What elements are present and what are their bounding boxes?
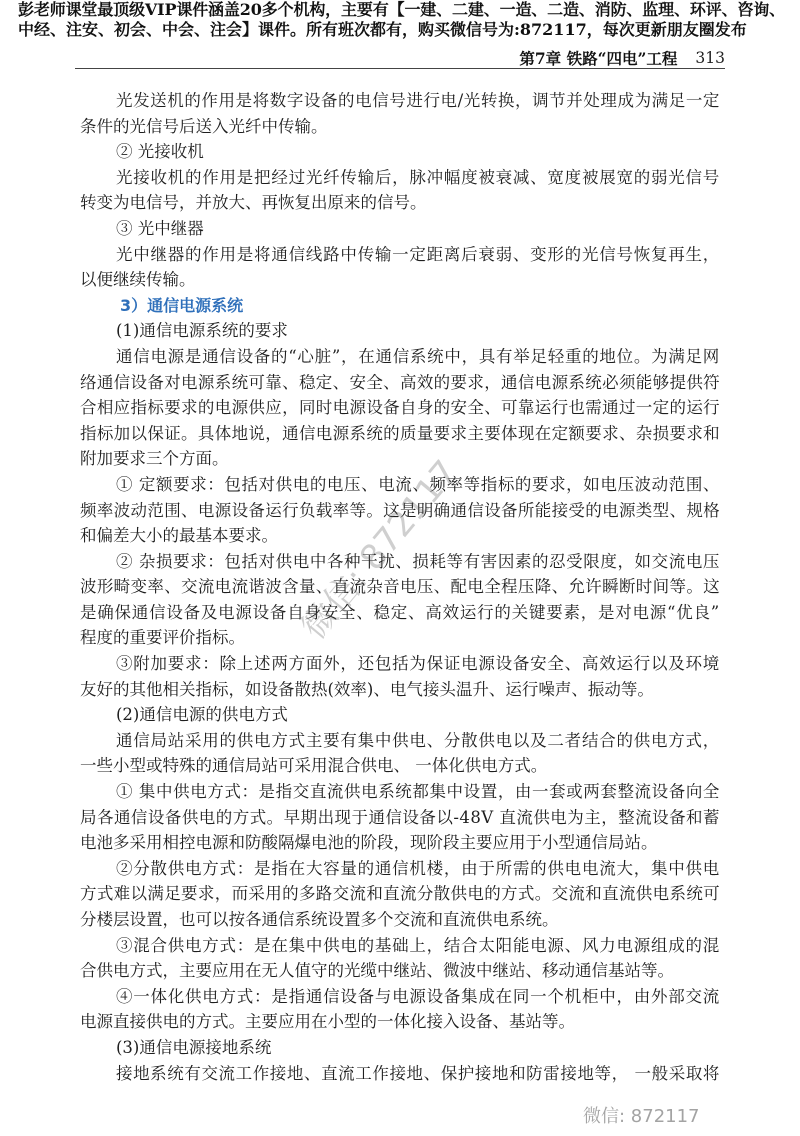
list-label (80, 216, 720, 242)
text-line: 和偏差大小的最基本要求。 (80, 526, 278, 546)
subsection-title (80, 1035, 720, 1061)
watermark-text: 微信: 872117 (293, 452, 467, 648)
text-line: 局各通信设备供电的方式。早期出现于通信设备以-48V 直流供电为主，整流设备和蓄 (80, 807, 720, 827)
page-body (80, 88, 720, 1086)
paragraph (80, 779, 720, 856)
text-line: 通信局站采用的供电方式主要有集中供电、分散供电以及二者结合的供电方式， (116, 730, 720, 750)
text-line: ③混合供电方式：是在集中供电的基础上，结合太阳能电源、风力电源组成的混 (116, 935, 720, 955)
paragraph (80, 242, 720, 293)
text-line: 转变为电信号，并放大、再恢复出原来的信号。 (80, 193, 427, 213)
text-line: 附加要求三个方面。 (80, 449, 229, 469)
text-line: ② 杂损要求：包括对供电中各种干扰、损耗等有害因素的忍受限度，如交流电压 (116, 551, 720, 571)
paragraph (80, 165, 720, 216)
paragraph (80, 1061, 720, 1087)
paragraph (80, 549, 720, 651)
subsection-title (80, 702, 720, 728)
text-line: 是确保通信设备及电源设备自身安全、稳定、高效运行的关键要素，是对电源“优良” (80, 602, 720, 622)
text-line: ① 集中供电方式：是指交直流供电系统都集中设置，由一套或两套整流设备向全 (116, 782, 720, 802)
paragraph (80, 933, 720, 984)
watermark-corner: 微信: 872117 (583, 1106, 700, 1127)
text-line: (2)通信电源的供电方式 (116, 705, 288, 725)
text-line: 3）通信电源系统 (120, 295, 244, 315)
paragraph (80, 344, 720, 472)
text-line: ① 定额要求：包括对供电的电压、电流、频率等指标的要求，如电压波动范围、 (116, 474, 720, 494)
text-line: 络通信设备对电源系统可靠、稳定、安全、高效的要求，通信电源系统必须能够提供符 (80, 372, 720, 392)
text-line: 光中继器的作用是将通信线路中传输一定距离后衰弱、变形的光信号恢复再生， (116, 244, 720, 264)
page-number: 313 (695, 49, 725, 67)
text-line: 电源直接供电的方式。主要应用在小型的一体化接入设备、基站等。 (80, 1012, 575, 1032)
text-line: 以便继续传输。 (80, 270, 196, 290)
text-line: 指标加以保证。具体地说，通信电源系统的质量要求主要体现在定额要求、杂损要求和 (80, 423, 720, 443)
text-line: 电池多采用相控电源和防酸隔爆电池的阶段，现阶段主要应用于小型通信局站。 (80, 833, 658, 853)
text-line: 频率波动范围、电源设备运行负载率等。这是明确通信设备所能接受的电源类型、规格 (80, 500, 720, 520)
text-line: 光接收机的作用是把经过光纤传输后，脉冲幅度被衰减、宽度被展宽的弱光信号 (116, 167, 720, 187)
text-line: ③附加要求：除上述两方面外，还包括为保证电源设备安全、高效运行以及环境 (116, 654, 720, 674)
paragraph (80, 88, 720, 139)
text-line: ③ 光中继器 (116, 218, 204, 238)
text-line: 分楼层设置，也可以按各通信系统设置多个交流和直流供电系统。 (80, 910, 559, 929)
list-label (80, 139, 720, 165)
text-line: (1)通信电源系统的要求 (116, 321, 288, 341)
banner-line: 中经、注安、初会、中会、注会】课件。所有班次都有，购买微信号为:872117，每次更新朋友圈发布 (18, 20, 747, 39)
text-line: (3)通信电源接地系统 (116, 1037, 272, 1057)
header-divider (75, 68, 725, 69)
section-heading (80, 293, 720, 319)
text-line: 友好的其他相关指标，如设备散热(效率)、电气接头温升、运行噪声、振动等。 (80, 679, 654, 699)
text-line: 程度的重要评价指标。 (80, 628, 245, 648)
text-line: ②分散供电方式：是指在大容量的通信机楼，由于所需的供电电流大，集中供电 (116, 858, 720, 878)
paragraph (80, 728, 720, 779)
text-line: 接地系统有交流工作接地、直流工作接地、保护接地和防雷接地等， 一般采取将 (116, 1063, 720, 1083)
text-line: ② 光接收机 (116, 142, 204, 162)
text-line: 波形畸变率、交流电流谐波含量、直流杂音电压、配电全程压降、允许瞬断时间等。这 (80, 577, 720, 597)
text-line: 合供电方式，主要应用在无人值守的光缆中继站、微波中继站、移动通信基站等。 (80, 961, 674, 981)
promo-banner (18, 0, 785, 40)
text-line: 合相应指标要求的电源供应，同时电源设备自身的安全、可靠运行也需通过一定的运行 (80, 398, 720, 418)
text-line: ④一体化供电方式：是指通信设备与电源设备集成在同一个机柜中，由外部交流 (116, 986, 720, 1006)
text-line: 方式难以满足要求，而采用的多路交流和直流分散供电的方式。交流和直流供电系统可 (80, 884, 720, 904)
text-line: 通信电源是通信设备的“心脏”，在通信系统中，具有举足轻重的地位。为满足网 (116, 346, 720, 366)
paragraph (80, 651, 720, 702)
chapter-title: 第7章 铁路“四电”工程 (519, 49, 678, 68)
paragraph (80, 984, 720, 1035)
banner-line: 彭老师课堂最顶级VIP课件涵盖20多个机构，主要有【一建、二建、一造、二造、消防、监理、环评、咨询、 (18, 0, 785, 19)
paragraph (80, 856, 720, 933)
text-line: 光发送机的作用是将数字设备的电信号进行电/光转换，调节并处理成为满足一定 (116, 91, 720, 110)
subsection-title (80, 318, 720, 344)
text-line: 条件的光信号后送入光纤中传输。 (80, 116, 328, 136)
running-header (519, 47, 725, 69)
text-line: 一些小型或特殊的通信局站可采用混合供电、 一体化供电方式。 (80, 756, 548, 776)
